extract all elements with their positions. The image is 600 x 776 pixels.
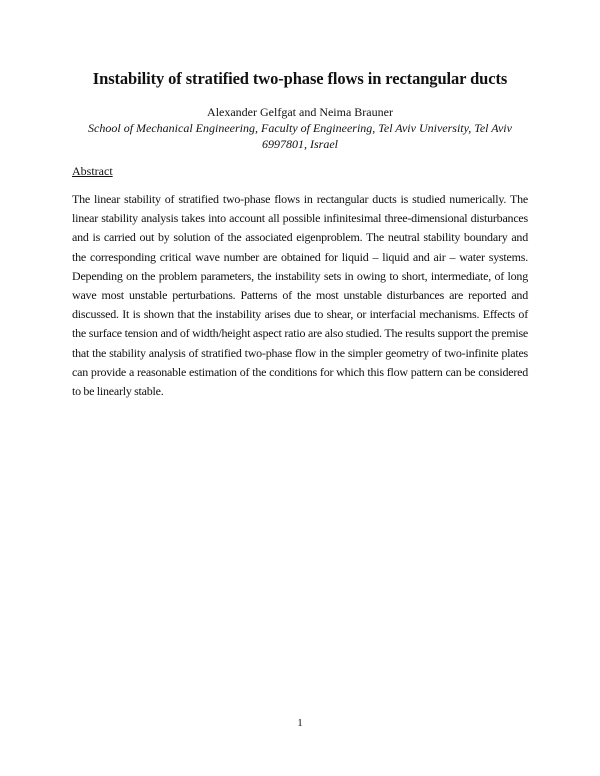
abstract-line: Depending on the problem parameters, the instability sets in owing to short, intermediate, of long <box>72 268 528 283</box>
abstract-line: linear stability analysis takes into account all possible infinitesimal three-dimensional disturbances <box>72 211 528 226</box>
abstract-line: and is carried out by solution of the associated eigenproblem. The neutral stability boundary and <box>72 230 528 245</box>
abstract-heading: Abstract <box>72 164 113 178</box>
abstract-line: The linear stability of stratified two-phase flows in rectangular ducts is studied numerically. The <box>72 192 528 206</box>
abstract-line: the surface tension and of width/height aspect ratio are also studied. The results support the premise <box>72 326 528 341</box>
abstract-line: that the stability analysis of stratified two-phase flow in the simpler geometry of two-infinite plates <box>72 345 528 360</box>
page-number: 1 <box>297 717 303 729</box>
paper-title: Instability of stratified two-phase flows in rectangular ducts <box>92 69 508 88</box>
abstract-line: the corresponding critical wave number are obtained for liquid – liquid and air – water systems. <box>72 249 528 264</box>
abstract-line: wave most unstable perturbations. Patterns of the most unstable disturbances are reported and <box>72 287 528 302</box>
paper-affiliation: School of Mechanical Engineering, Faculty of Engineering, Tel Aviv University, Tel Aviv 6997801, Israel <box>88 121 512 151</box>
paper-authors: Alexander Gelfgat and Neima Brauner <box>207 105 393 119</box>
abstract-line: can provide a reasonable estimation of the conditions for which this flow pattern can be considered <box>72 364 528 379</box>
abstract-body <box>72 190 528 401</box>
abstract-line: to be linearly stable. <box>72 383 164 398</box>
abstract-line: discussed. It is shown that the instability arises due to shear, or interfacial mechanisms. Effects of <box>72 307 528 322</box>
